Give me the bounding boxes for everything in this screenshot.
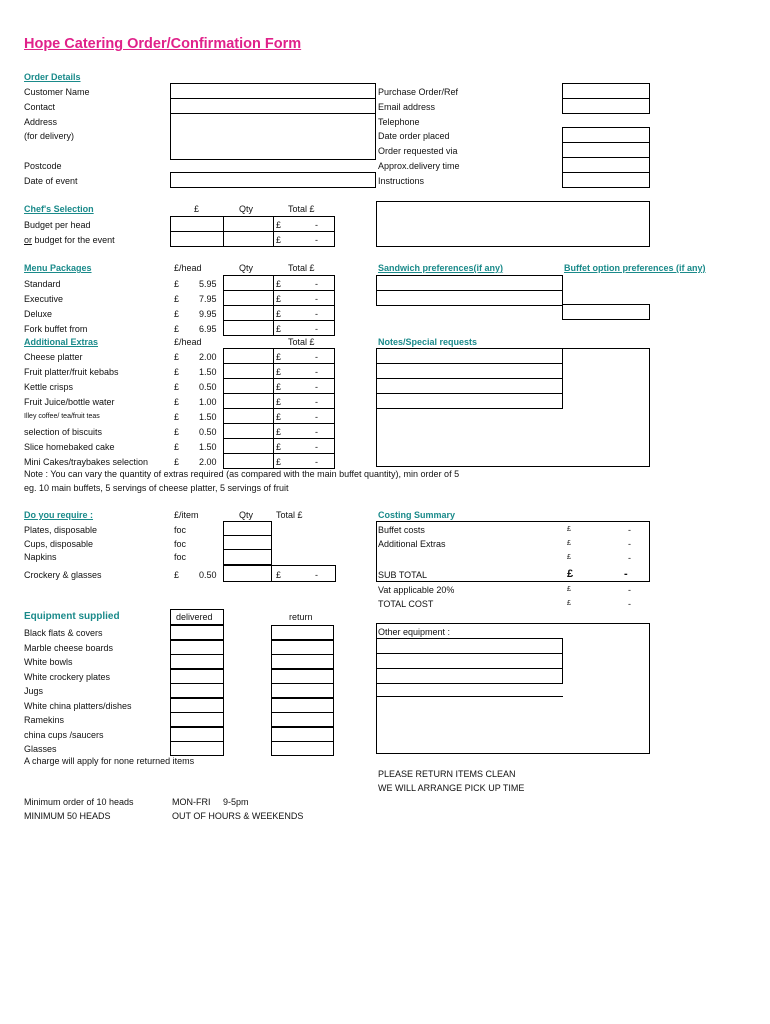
equipment-return-field[interactable] (271, 640, 334, 655)
menu-item-price: 9.95 (199, 309, 217, 319)
extra-item-total-field (273, 348, 335, 364)
budget-event-total (273, 231, 335, 247)
extra-item-name: Cheese platter (24, 352, 83, 362)
extra-item-total-currency: £ (276, 382, 282, 392)
telephone-label: Telephone (378, 117, 420, 127)
menu-item-currency: £ (174, 309, 180, 319)
equipment-delivered-field[interactable] (170, 640, 224, 655)
menu-item-total-currency: £ (276, 279, 282, 289)
menu-item-currency: £ (174, 294, 180, 304)
instructions-field[interactable] (562, 172, 650, 188)
additional-extras-heading: Additional Extras (24, 337, 99, 347)
menu-item-total: - (315, 279, 318, 289)
out-of-hours-note: OUT OF HOURS & WEEKENDS (172, 811, 304, 821)
equipment-item-name: china cups /saucers (24, 729, 104, 740)
menu-item-total-field (273, 290, 335, 306)
extra-item-total-currency: £ (276, 427, 282, 437)
equipment-item-name: White china platters/dishes (24, 700, 132, 711)
equipment-supplied-heading: Equipment supplied (24, 611, 120, 622)
menu-item-total: - (315, 294, 318, 304)
extra-item-total: - (315, 457, 318, 467)
budget-event-total-value: - (315, 235, 318, 245)
equipment-delivered-field[interactable] (170, 712, 224, 727)
blank-line-value: - (628, 553, 631, 563)
equipment-return-field[interactable] (271, 669, 334, 684)
equipment-return-field[interactable] (271, 698, 334, 713)
extra-item-price: 1.50 (199, 412, 217, 422)
order-details-heading: Order Details (24, 72, 81, 82)
menu-item-name: Deluxe (24, 309, 53, 319)
extra-item-name: Mini Cakes/traybakes selection (24, 457, 149, 467)
menu-price-header: £/head (174, 263, 202, 273)
for-delivery-label: (for delivery) (24, 131, 75, 141)
equipment-item-name: White crockery plates (24, 671, 111, 682)
subtotal-value: - (624, 568, 628, 580)
budget-event-qty[interactable] (223, 231, 274, 247)
extra-item-qty-field[interactable] (223, 408, 274, 424)
extra-item-price: 2.00 (199, 352, 217, 362)
menu-item-total-field (273, 320, 335, 336)
budget-per-head-total (273, 216, 335, 232)
chefs-total-header: Total £ (288, 204, 315, 214)
extra-item-total-field (273, 438, 335, 454)
budget-event-price[interactable] (170, 231, 224, 247)
require-price-header: £/item (174, 510, 199, 520)
extra-item-total-currency: £ (276, 442, 282, 452)
extra-item-qty-field[interactable] (223, 438, 274, 454)
equipment-return-field[interactable] (271, 741, 334, 756)
extra-item-currency: £ (174, 412, 180, 422)
extra-item-price: 1.50 (199, 442, 217, 452)
equipment-item-name: Marble cheese boards (24, 642, 114, 653)
other-equipment-divider (376, 696, 563, 697)
additional-extras-cost-currency: £ (567, 540, 571, 547)
budget-per-head-currency: £ (276, 220, 282, 230)
menu-item-price: 5.95 (199, 279, 217, 289)
menu-item-total-currency: £ (276, 324, 282, 334)
buffet-costs-value: - (628, 525, 631, 535)
notes-line-2[interactable] (376, 363, 563, 379)
customer-name-field[interactable] (170, 83, 376, 99)
equipment-item-name: Glasses (24, 744, 57, 754)
min-50-note: MINIMUM 50 HEADS (24, 811, 111, 821)
budget-per-head-label: Budget per head (24, 220, 91, 230)
menu-item-qty-field[interactable] (223, 275, 274, 291)
sandwich-pref-field-2[interactable] (376, 290, 563, 306)
extra-item-total-currency: £ (276, 457, 282, 467)
menu-item-total-field (273, 275, 335, 291)
extra-item-price: 0.50 (199, 427, 217, 437)
menu-item-name: Standard (24, 279, 61, 289)
return-header: return (289, 612, 313, 622)
equipment-return-field[interactable] (271, 625, 334, 640)
equipment-item-name: Jugs (24, 686, 44, 696)
extra-item-qty-field[interactable] (223, 363, 274, 379)
other-equipment-line-1[interactable] (376, 638, 563, 654)
menu-item-total-currency: £ (276, 309, 282, 319)
subtotal-currency: £ (567, 568, 574, 580)
budget-per-head-total-value: - (315, 220, 318, 230)
extra-item-currency: £ (174, 442, 180, 452)
email-field[interactable] (562, 98, 650, 114)
other-equipment-line-3[interactable] (376, 668, 563, 684)
crockery-label: Crockery & glasses (24, 570, 102, 580)
budget-event-text: budget for the event (34, 235, 115, 245)
sandwich-pref-field-1[interactable] (376, 275, 563, 291)
chefs-selection-heading: Chef's Selection (24, 204, 94, 214)
contact-label: Contact (24, 102, 56, 112)
extra-item-total-field (273, 453, 335, 469)
date-order-placed-label: Date order placed (378, 131, 450, 141)
extra-item-price: 1.50 (199, 367, 217, 377)
extra-item-total: - (315, 397, 318, 407)
extra-item-total: - (315, 442, 318, 452)
menu-item-total-field (273, 305, 335, 321)
extra-item-name: Slice homebaked cake (24, 442, 115, 452)
plates-label: Plates, disposable (24, 525, 98, 535)
customer-name-label: Customer Name (24, 87, 90, 97)
menu-item-total: - (315, 324, 318, 334)
menu-item-currency: £ (174, 324, 180, 334)
menu-item-price: 6.95 (199, 324, 217, 334)
extra-item-price: 0.50 (199, 382, 217, 392)
min-order-note: Minimum order of 10 heads (24, 797, 134, 807)
purchase-order-label: Purchase Order/Ref (378, 87, 459, 97)
require-total-header: Total £ (276, 510, 303, 520)
extra-item-total-currency: £ (276, 367, 282, 377)
extra-item-total-field (273, 363, 335, 379)
extra-item-qty-field[interactable] (223, 453, 274, 469)
cups-label: Cups, disposable (24, 539, 94, 549)
extra-item-currency: £ (174, 367, 180, 377)
delivered-header: delivered (176, 612, 213, 622)
extra-item-name: Fruit platter/fruit kebabs (24, 367, 119, 377)
napkins-label: Napkins (24, 552, 57, 562)
extra-item-qty-field[interactable] (223, 378, 274, 394)
menu-item-qty-field[interactable] (223, 290, 274, 306)
address-field[interactable] (170, 113, 376, 160)
equipment-item-name: Ramekins (24, 715, 65, 725)
buffet-preferences-heading: Buffet option preferences (if any) (564, 263, 706, 273)
crockery-qty-field[interactable] (223, 565, 272, 582)
extra-item-total: - (315, 352, 318, 362)
extra-item-price: 2.00 (199, 457, 217, 467)
equipment-delivered-field[interactable] (170, 741, 224, 756)
buffet-costs-label: Buffet costs (378, 525, 425, 535)
special-requirements-field[interactable] (376, 201, 650, 247)
equipment-return-field[interactable] (271, 654, 334, 669)
extra-item-total-currency: £ (276, 352, 282, 362)
notes-line-1[interactable] (376, 348, 563, 364)
equipment-return-field[interactable] (271, 683, 334, 698)
equipment-return-field[interactable] (271, 727, 334, 742)
address-label: Address (24, 117, 58, 127)
vat-currency: £ (567, 586, 571, 593)
approx-delivery-label: Approx.delivery time (378, 161, 460, 171)
budget-per-head-price[interactable] (170, 216, 224, 232)
menu-total-header: Total £ (288, 263, 315, 273)
extra-item-name: selection of biscuits (24, 427, 103, 437)
menu-item-qty-field[interactable] (223, 320, 274, 336)
equipment-item-name: Black flats & covers (24, 628, 103, 638)
extra-item-currency: £ (174, 382, 180, 392)
menu-item-currency: £ (174, 279, 180, 289)
additional-extras-cost-label: Additional Extras (378, 539, 446, 549)
extra-item-name: Kettle crisps (24, 382, 74, 392)
napkins-qty-field[interactable] (223, 549, 272, 565)
pickup-note: WE WILL ARRANGE PICK UP TIME (378, 783, 525, 793)
purchase-order-field[interactable] (562, 83, 650, 99)
crockery-currency: £ (174, 570, 180, 580)
extra-item-name: Illey coffee/ tea/fruit teas (24, 413, 100, 420)
extras-total-header: Total £ (288, 337, 315, 347)
order-requested-via-field[interactable] (562, 142, 650, 158)
budget-per-head-qty[interactable] (223, 216, 274, 232)
extras-note-2: eg. 10 main buffets, 5 servings of cheese platter, 5 servings of fruit (24, 483, 289, 493)
crockery-total-currency: £ (276, 570, 282, 580)
extra-item-currency: £ (174, 397, 180, 407)
extra-item-name: Fruit Juice/bottle water (24, 397, 115, 407)
extra-item-currency: £ (174, 427, 180, 437)
postcode-label: Postcode (24, 161, 62, 171)
equipment-delivered-field[interactable] (170, 654, 224, 669)
charge-note: A charge will apply for none returned items (24, 756, 195, 766)
additional-extras-cost-value: - (628, 539, 631, 549)
other-equipment-label: Other equipment : (378, 627, 451, 637)
vat-value: - (628, 585, 631, 595)
date-order-placed-field[interactable] (562, 127, 650, 143)
equipment-delivered-field[interactable] (170, 683, 224, 698)
do-you-require-heading: Do you require : (24, 510, 94, 520)
page-title: Hope Catering Order/Confirmation Form (24, 36, 302, 52)
date-of-event-label: Date of event (24, 176, 78, 186)
menu-packages-heading: Menu Packages (24, 263, 92, 273)
instructions-label: Instructions (378, 176, 425, 186)
budget-event-currency: £ (276, 235, 282, 245)
vat-label: Vat applicable 20% (378, 585, 455, 595)
notes-special-requests-heading: Notes/Special requests (378, 337, 478, 347)
buffet-pref-field[interactable] (562, 304, 650, 320)
equipment-delivered-field[interactable] (170, 698, 224, 713)
extra-item-qty-field[interactable] (223, 348, 274, 364)
return-clean-note: PLEASE RETURN ITEMS CLEAN (378, 769, 516, 779)
order-requested-via-label: Order requested via (378, 146, 458, 156)
extra-item-total-field (273, 423, 335, 439)
notes-line-3[interactable] (376, 378, 563, 394)
chefs-price-header: £ (194, 204, 200, 214)
crockery-total-value: - (315, 570, 318, 580)
total-cost-label: TOTAL COST (378, 599, 434, 609)
extra-item-total-field (273, 408, 335, 424)
equipment-delivered-field[interactable] (170, 625, 224, 640)
extra-item-total: - (315, 367, 318, 377)
extra-item-price: 1.00 (199, 397, 217, 407)
blank-line-currency: £ (567, 554, 571, 561)
costing-summary-heading: Costing Summary (378, 510, 456, 520)
other-equipment-line-2[interactable] (376, 653, 563, 669)
cups-price: foc (174, 539, 187, 549)
equipment-return-field[interactable] (271, 712, 334, 727)
extra-item-currency: £ (174, 352, 180, 362)
menu-item-total-currency: £ (276, 294, 282, 304)
menu-item-name: Fork buffet from (24, 324, 88, 334)
plates-price: foc (174, 525, 187, 535)
equipment-item-name: White bowls (24, 657, 73, 667)
napkins-price: foc (174, 552, 187, 562)
extras-price-header: £/head (174, 337, 202, 347)
extra-item-qty-field[interactable] (223, 423, 274, 439)
mon-fri-note: MON-FRI 9-5pm (172, 797, 249, 807)
chefs-qty-header: Qty (239, 204, 254, 214)
menu-qty-header: Qty (239, 263, 254, 273)
extra-item-total-currency: £ (276, 397, 282, 407)
extra-item-total: - (315, 412, 318, 422)
subtotal-label: SUB TOTAL (378, 570, 428, 580)
extras-note-1: Note : You can vary the quantity of extras required (as compared with the main buffet quantity), min order of 5 (24, 469, 460, 479)
menu-item-name: Executive (24, 294, 64, 304)
approx-delivery-field[interactable] (562, 157, 650, 173)
extra-item-total-field (273, 393, 335, 409)
contact-field[interactable] (170, 98, 376, 114)
total-cost-currency: £ (567, 600, 571, 607)
buffet-costs-currency: £ (567, 526, 571, 533)
or-word: or (24, 235, 33, 245)
menu-item-total: - (315, 309, 318, 319)
menu-item-qty-field[interactable] (223, 305, 274, 321)
equipment-delivered-field[interactable] (170, 727, 224, 742)
notes-line-4[interactable] (376, 393, 563, 409)
extra-item-total-currency: £ (276, 412, 282, 422)
require-qty-header: Qty (239, 510, 254, 520)
total-cost-value: - (628, 599, 631, 609)
date-of-event-field[interactable] (170, 172, 376, 188)
extra-item-currency: £ (174, 457, 180, 467)
extra-item-qty-field[interactable] (223, 393, 274, 409)
extra-item-total: - (315, 382, 318, 392)
equipment-delivered-field[interactable] (170, 669, 224, 684)
email-label: Email address (378, 102, 436, 112)
sandwich-preferences-heading: Sandwich preferences(if any) (378, 263, 504, 273)
crockery-price: 0.50 (199, 570, 217, 580)
budget-event-label (24, 234, 115, 246)
menu-item-price: 7.95 (199, 294, 217, 304)
extra-item-total: - (315, 427, 318, 437)
extra-item-total-field (273, 378, 335, 394)
